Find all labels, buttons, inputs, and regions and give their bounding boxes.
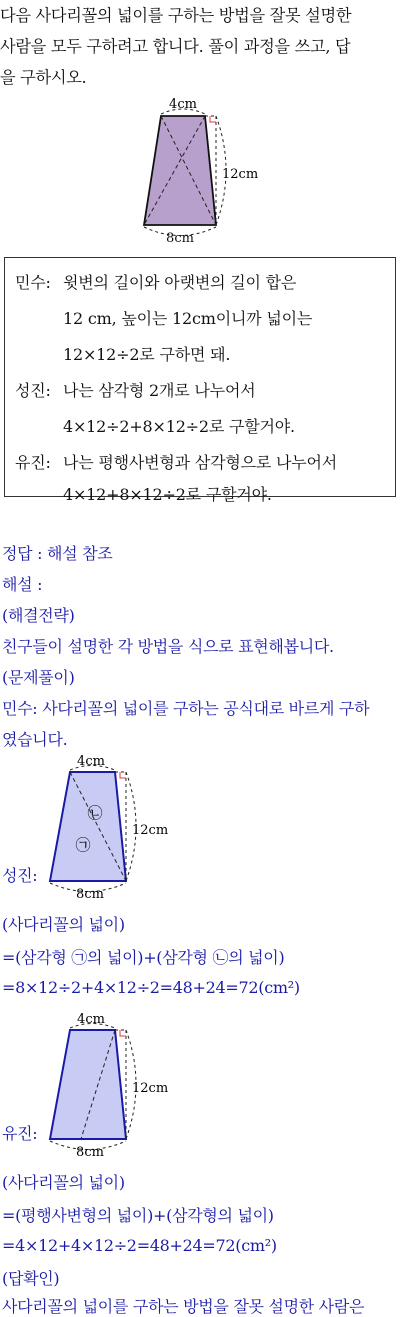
question-line: 을 구하시오. <box>0 68 87 87</box>
question-line: 사람을 모두 구하려고 합니다. 풀이 과정을 쓰고, 답 <box>0 37 351 56</box>
minsu-solution: 민수: 사다리꼴의 넓이를 구하는 공식대로 바르게 구하 <box>2 699 370 718</box>
statement-line: 나는 삼각형 2개로 나누어서 <box>63 381 256 400</box>
yujin-line: (사다리꼴의 넓이) <box>2 1173 125 1192</box>
strategy-title: (해결전략) <box>2 606 75 625</box>
question-line: 다음 사다리꼴의 넓이를 구하는 방법을 잘못 설명한 <box>0 6 352 25</box>
strategy-text: 친구들이 설명한 각 방법을 식으로 표현해봅니다. <box>2 637 334 656</box>
sungjin-line: =(삼각형 ㉠의 넓이)+(삼각형 ㉡의 넓이) <box>2 948 285 967</box>
statement-line: 윗변의 길이와 아랫변의 길이 합은 <box>63 273 297 292</box>
solve-title: (문제풀이) <box>2 668 75 687</box>
sungjin-label: 성진: <box>2 866 38 885</box>
trapezoid-shape <box>50 772 126 881</box>
label-top: 4cm <box>169 97 197 112</box>
label-bottom: 8cm <box>76 1145 104 1158</box>
right-angle-mark <box>120 772 126 778</box>
minsu-solution-cont: 였습니다. <box>2 730 68 749</box>
trapezoid-figure-2 <box>40 750 180 900</box>
check-text: 사다리꼴의 넓이를 구하는 방법을 잘못 설명한 사람은 <box>2 1297 365 1316</box>
label-top: 4cm <box>77 1012 105 1027</box>
triangle-mark-a: ㉠ <box>75 836 91 854</box>
right-angle-mark <box>210 116 216 122</box>
speaker-yujin: 유진: <box>15 453 51 472</box>
triangle-mark-b: ㉡ <box>87 804 103 822</box>
sungjin-line: (사다리꼴의 넓이) <box>2 915 125 934</box>
speaker-sungjin: 성진: <box>15 381 51 400</box>
trapezoid-figure-3 <box>40 1008 180 1158</box>
statement-line: 12 cm, 높이는 12cm이니까 넓이는 <box>63 309 313 328</box>
label-side: 12cm <box>222 167 259 182</box>
yujin-line: =(평행사변형의 넓이)+(삼각형의 넓이) <box>2 1206 274 1225</box>
label-bottom: 8cm <box>76 887 104 900</box>
statement-line: 4×12+8×12÷2로 구할거야. <box>63 485 272 504</box>
speaker-minsu: 민수: <box>15 273 51 292</box>
label-side: 12cm <box>132 1081 169 1096</box>
statement-line: 4×12÷2+8×12÷2로 구할거야. <box>63 417 295 436</box>
answer-line: 정답 : 해설 참조 <box>2 544 113 563</box>
sungjin-line: =8×12÷2+4×12÷2=48+24=72(cm²) <box>2 978 300 997</box>
label-top: 4cm <box>77 754 105 769</box>
yujin-line: =4×12+4×12÷2=48+24=72(cm²) <box>2 1236 277 1255</box>
check-title: (답확인) <box>2 1269 60 1288</box>
yujin-label: 유진: <box>2 1124 38 1143</box>
statement-box <box>4 257 396 504</box>
trapezoid-figure-1 <box>130 92 270 247</box>
trapezoid-shape <box>144 116 216 225</box>
statement-line: 나는 평행사변형과 삼각형으로 나누어서 <box>63 453 338 472</box>
label-bottom: 8cm <box>166 231 194 246</box>
trapezoid-shape <box>50 1030 126 1139</box>
label-side: 12cm <box>132 823 169 838</box>
question-text <box>0 0 400 93</box>
explain-label: 해설 : <box>2 575 43 594</box>
right-angle-mark <box>120 1030 126 1036</box>
statement-line: 12×12÷2로 구하면 돼. <box>63 345 231 364</box>
